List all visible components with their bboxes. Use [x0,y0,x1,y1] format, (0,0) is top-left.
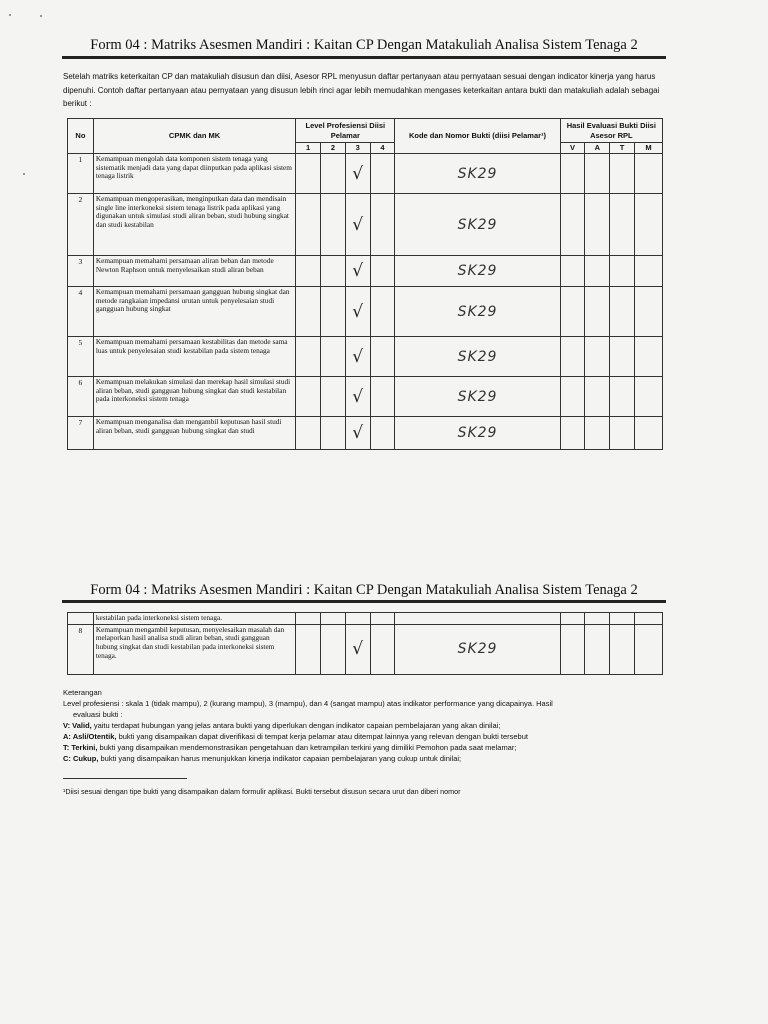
scan-speck [40,15,42,17]
header-no: No [68,119,94,154]
table-row [68,256,663,287]
row-description: Kemampuan mengolah data komponen sistem tenaga yang sistematik menjadi data yang dapat diinputkan pada aplikasi sistem tenaga listrik [93,154,295,194]
table-row [68,417,663,450]
checkmark: √ [345,377,370,417]
row-number: 3 [68,256,94,287]
hasil-col-v: V [560,143,585,154]
keterangan-title: Keterangan [63,688,102,697]
title-underline [62,600,666,603]
checkmark: √ [345,287,370,337]
header-kode: Kode dan Nomor Bukti (diisi Pelamar¹) [395,119,560,154]
row-number: 1 [68,154,94,194]
row-description: Kemampuan menganalisa dan mengambil keputusan hasil studi aliran beban, studi gangguan hubung singkat dan studi [93,417,295,450]
footnote-divider [63,778,187,779]
level-col-3: 3 [345,143,370,154]
matrix-table-page2 [67,612,663,675]
hasil-col-t: T [610,143,635,154]
table-row [68,337,663,377]
footnote: ¹Diisi sesuai dengan tipe bukti yang disampaikan dalam formulir aplikasi. Bukti tersebut disusun secara urut dan diberi nomor [63,787,461,796]
checkmark: √ [345,624,370,674]
row-number: 8 [68,624,94,674]
keterangan-section [63,687,683,764]
table-row-continuation [68,613,663,625]
matrix-table-page1 [67,118,663,450]
row-description: Kemampuan memahami persamaan gangguan hubung singkat dan metode rangkaian impedansi urutan untuk penyelesaian studi gangguan hubung singkat [93,287,295,337]
form-title: Form 04 : Matriks Asesmen Mandiri : Kaitan CP Dengan Matakuliah Analisa Sistem Tenaga 2 [90,37,638,53]
row-number: 4 [68,287,94,337]
header-level: Level Profesiensi Diisi Pelamar [296,119,395,143]
scan-speck [9,14,11,16]
form-title-repeat: Form 04 : Matriks Asesmen Mandiri : Kaitan CP Dengan Matakuliah Analisa Sistem Tenaga 2 [90,582,638,598]
cukup-definition: C: Cukup, bukti yang disampaikan harus menunjukkan kinerja indikator capaian pembelajaran yang cukup untuk dinilai; [63,754,462,763]
table-row [68,194,663,256]
checkmark: √ [345,337,370,377]
evidence-code: SK29 [395,624,560,674]
table-row [68,287,663,337]
row-number: 7 [68,417,94,450]
row-description-continued: kestabilan pada interkoneksi sistem tenaga. [93,613,295,625]
row-description: Kemampuan melakukan simulasi dan merekap hasil simulasi studi aliran beban, studi gangguan hubung singkat dan studi kestabilan pada interkoneksi sistem tenaga [93,377,295,417]
terkini-definition: T: Terkini, bukti yang disampaikan mendemonstrasikan pengetahuan dan ketrampilan terkini yang dimiliki Pemohon pada saat melamar; [63,743,517,752]
valid-definition: V: Valid, yaitu terdapat hubungan yang jelas antara bukti yang diperlukan dengan indikator capaian pembelajaran yang akan dinilai; [63,721,501,730]
evidence-code: SK29 [395,256,560,287]
row-description: Kemampuan memahami persamaan kestabilitas dan metode sama luas untuk penyelesaian studi kestabilan pada sistem tenaga [93,337,295,377]
header-cpmk: CPMK dan MK [93,119,295,154]
table-row [68,377,663,417]
asli-definition: A: Asli/Otentik, bukti yang disampaikan dapat diverifikasi di tempat kerja pelamar atau ditempat lainnya yang relevan dengan bukti tersebut [63,732,528,741]
checkmark: √ [345,194,370,256]
evidence-code: SK29 [395,194,560,256]
hasil-col-m: M [634,143,662,154]
checkmark: √ [345,154,370,194]
evidence-code: SK29 [395,417,560,450]
table-row [68,624,663,674]
evidence-code: SK29 [395,337,560,377]
level-col-2: 2 [321,143,346,154]
header-hasil: Hasil Evaluasi Bukti Diisi Asesor RPL [560,119,662,143]
evidence-code: SK29 [395,287,560,337]
checkmark: √ [345,417,370,450]
evidence-code: SK29 [395,154,560,194]
checkmark: √ [345,256,370,287]
table-row [68,154,663,194]
row-number: 2 [68,194,94,256]
level-col-1: 1 [296,143,321,154]
row-number: 6 [68,377,94,417]
evidence-code: SK29 [395,377,560,417]
level-col-4: 4 [370,143,395,154]
row-description: Kemampuan memahami persamaan aliran beban dan metode Newton Raphson untuk menyelesaikan studi aliran beban [93,256,295,287]
scan-speck [23,173,25,175]
level-explanation-cont: evaluasi bukti : [73,710,123,719]
row-description: Kemampuan mengambil keputusan, menyelesaikan masalah dan melaporkan hasil analisa studi aliran beban, studi gangguan hubung singkat dan studi kestabilan pada interkoneksi sistem tenaga. [93,624,295,674]
level-explanation: Level profesiensi : skala 1 (tidak mampu), 2 (kurang mampu), 3 (mampu), dan 4 (sangat mampu) atas indikator performance yang dicapainya. Hasil [63,699,553,708]
row-description: Kemampuan mengoperasikan, menginputkan data dan mendisain single line interkoneksi sistem tenaga listrik pada aplikasi yang digunakan untuk simulasi studi aliran beban, studi hubung singkat dan studi kestabilan [93,194,295,256]
intro-paragraph: Setelah matriks keterkaitan CP dan matakuliah disusun dan diisi, Asesor RPL menyusun daftar pertanyaan atau pernyataan sesuai dengan indicator kinerja yang harus dipenuhi. Contoh daftar pertanyaan atau pernyataan yang disusun lebih rinci agar lebih memudahkan mengases keterkaitan antara bukti dan matakuliah adalah sebagai berikut : [63,72,660,108]
hasil-col-a: A [585,143,610,154]
row-number: 5 [68,337,94,377]
title-underline [62,56,666,59]
